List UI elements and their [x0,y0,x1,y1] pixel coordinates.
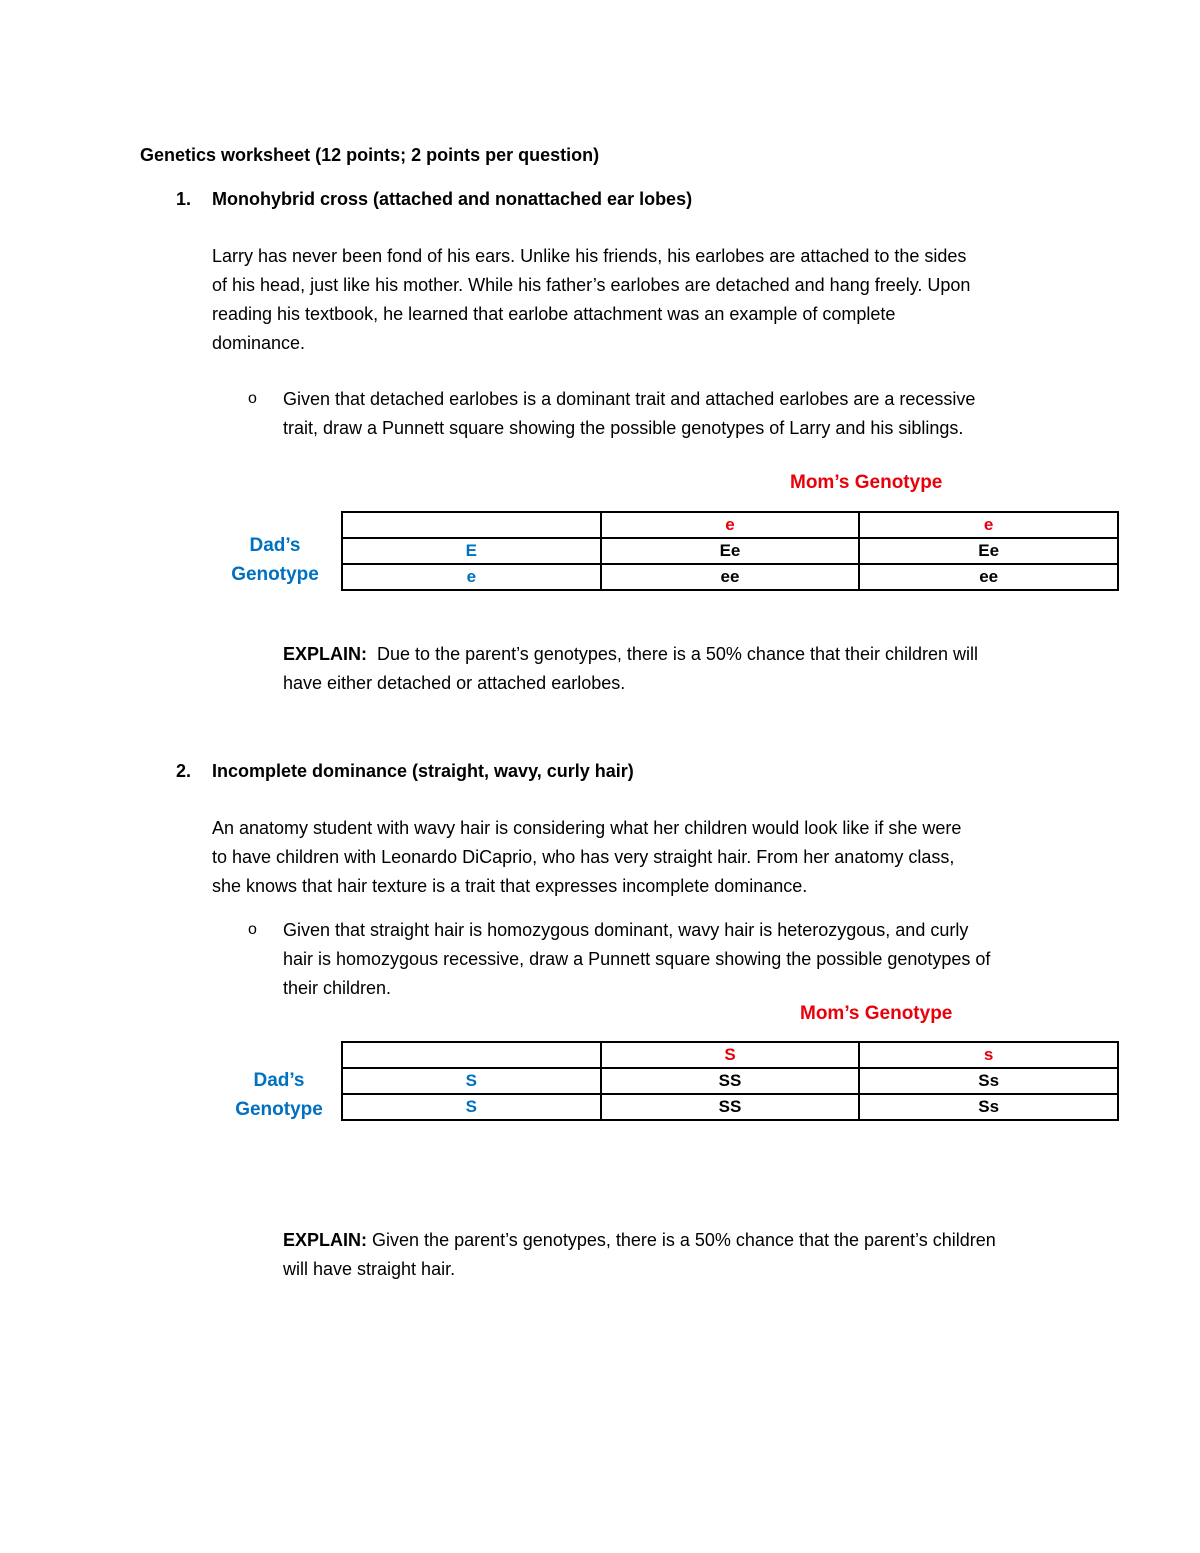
q2-bullet-text [283,916,1073,1003]
q1-punnett-square [341,511,1119,591]
q1-line: dominance. [212,333,306,353]
worksheet-title: Genetics worksheet (12 points; 2 points per question) [140,145,600,165]
punnett-row [342,564,1118,590]
punnett-genotype-cell: ee [859,564,1118,590]
q1-explain-line: have either detached or attached earlobes. [283,673,626,693]
punnett-header-row [342,512,1118,538]
q1-bullet-line: trait, draw a Punnett square showing the possible genotypes of Larry and his siblings. [283,418,964,438]
punnett-header-row [342,1042,1118,1068]
q2-punnett-square [341,1041,1119,1121]
punnett-mom-allele: s [859,1042,1118,1068]
punnett-dad-allele: E [342,538,601,564]
q1-paragraph [212,242,1072,358]
q1-heading: Monohybrid cross (attached and nonattached ear lobes) [212,189,693,209]
q2-dad-label-line: Genotype [235,1099,323,1120]
q2-explain-line: will have straight hair. [283,1259,456,1279]
punnett-genotype-cell: ee [601,564,860,590]
q1-bullet-text [283,385,1073,443]
q2-bullet-line: hair is homozygous recessive, draw a Punnett square showing the possible genotypes of [283,949,991,969]
punnett-dad-allele: S [342,1068,601,1094]
q1-line: Larry has never been fond of his ears. Unlike his friends, his earlobes are attached to the sides [212,246,967,266]
punnett-corner-cell [342,1042,601,1068]
punnett-genotype-cell: Ss [859,1068,1118,1094]
punnett-row [342,1068,1118,1094]
punnett-mom-allele: S [601,1042,860,1068]
q2-line: she knows that hair texture is a trait that expresses incomplete dominance. [212,876,808,896]
q1-explain-label: EXPLAIN: [283,644,368,664]
punnett-genotype-cell: SS [601,1094,860,1120]
punnett-mom-allele: e [859,512,1118,538]
q1-dad-label-line: Genotype [231,564,319,585]
punnett-genotype-cell: Ss [859,1094,1118,1120]
q1-bullet-icon: o [248,390,257,407]
q1-dad-genotype-label [215,531,335,589]
q1-bullet-line: Given that detached earlobes is a dominant trait and attached earlobes are a recessive [283,389,976,409]
q2-explain-label: EXPLAIN: [283,1230,368,1250]
q2-bullet-line: their children. [283,978,392,998]
punnett-dad-allele: e [342,564,601,590]
q2-mom-genotype-label: Mom’s Genotype [800,1003,953,1024]
punnett-dad-allele: S [342,1094,601,1120]
q2-line: An anatomy student with wavy hair is considering what her children would look like if she were [212,818,962,838]
punnett-genotype-cell: Ee [601,538,860,564]
q2-explain-line: Given the parent’s genotypes, there is a 50% chance that the parent’s children [372,1230,996,1250]
q1-line: of his head, just like his mother. While his father’s earlobes are detached and hang freely. Upon [212,275,971,295]
q2-dad-genotype-label [219,1066,339,1124]
punnett-genotype-cell: Ee [859,538,1118,564]
q1-explain [283,640,1073,698]
punnett-genotype-cell: SS [601,1068,860,1094]
q1-number: 1. [176,189,192,209]
punnett-row [342,538,1118,564]
q1-line: reading his textbook, he learned that earlobe attachment was an example of complete [212,304,896,324]
q1-explain-line: Due to the parent’s genotypes, there is a 50% chance that their children will [377,644,979,664]
q1-mom-genotype-label: Mom’s Genotype [790,472,943,493]
q2-heading: Incomplete dominance (straight, wavy, curly hair) [212,761,634,781]
punnett-mom-allele: e [601,512,860,538]
q2-dad-label-line: Dad’s [253,1070,305,1091]
punnett-corner-cell [342,512,601,538]
q2-number: 2. [176,761,192,781]
punnett-row [342,1094,1118,1120]
q2-paragraph [212,814,1072,901]
q2-bullet-line: Given that straight hair is homozygous dominant, wavy hair is heterozygous, and curly [283,920,969,940]
q2-explain [283,1226,1073,1284]
q1-dad-label-line: Dad’s [249,535,301,556]
q2-line: to have children with Leonardo DiCaprio, who has very straight hair. From her anatomy class, [212,847,955,867]
q2-bullet-icon: o [248,921,257,938]
